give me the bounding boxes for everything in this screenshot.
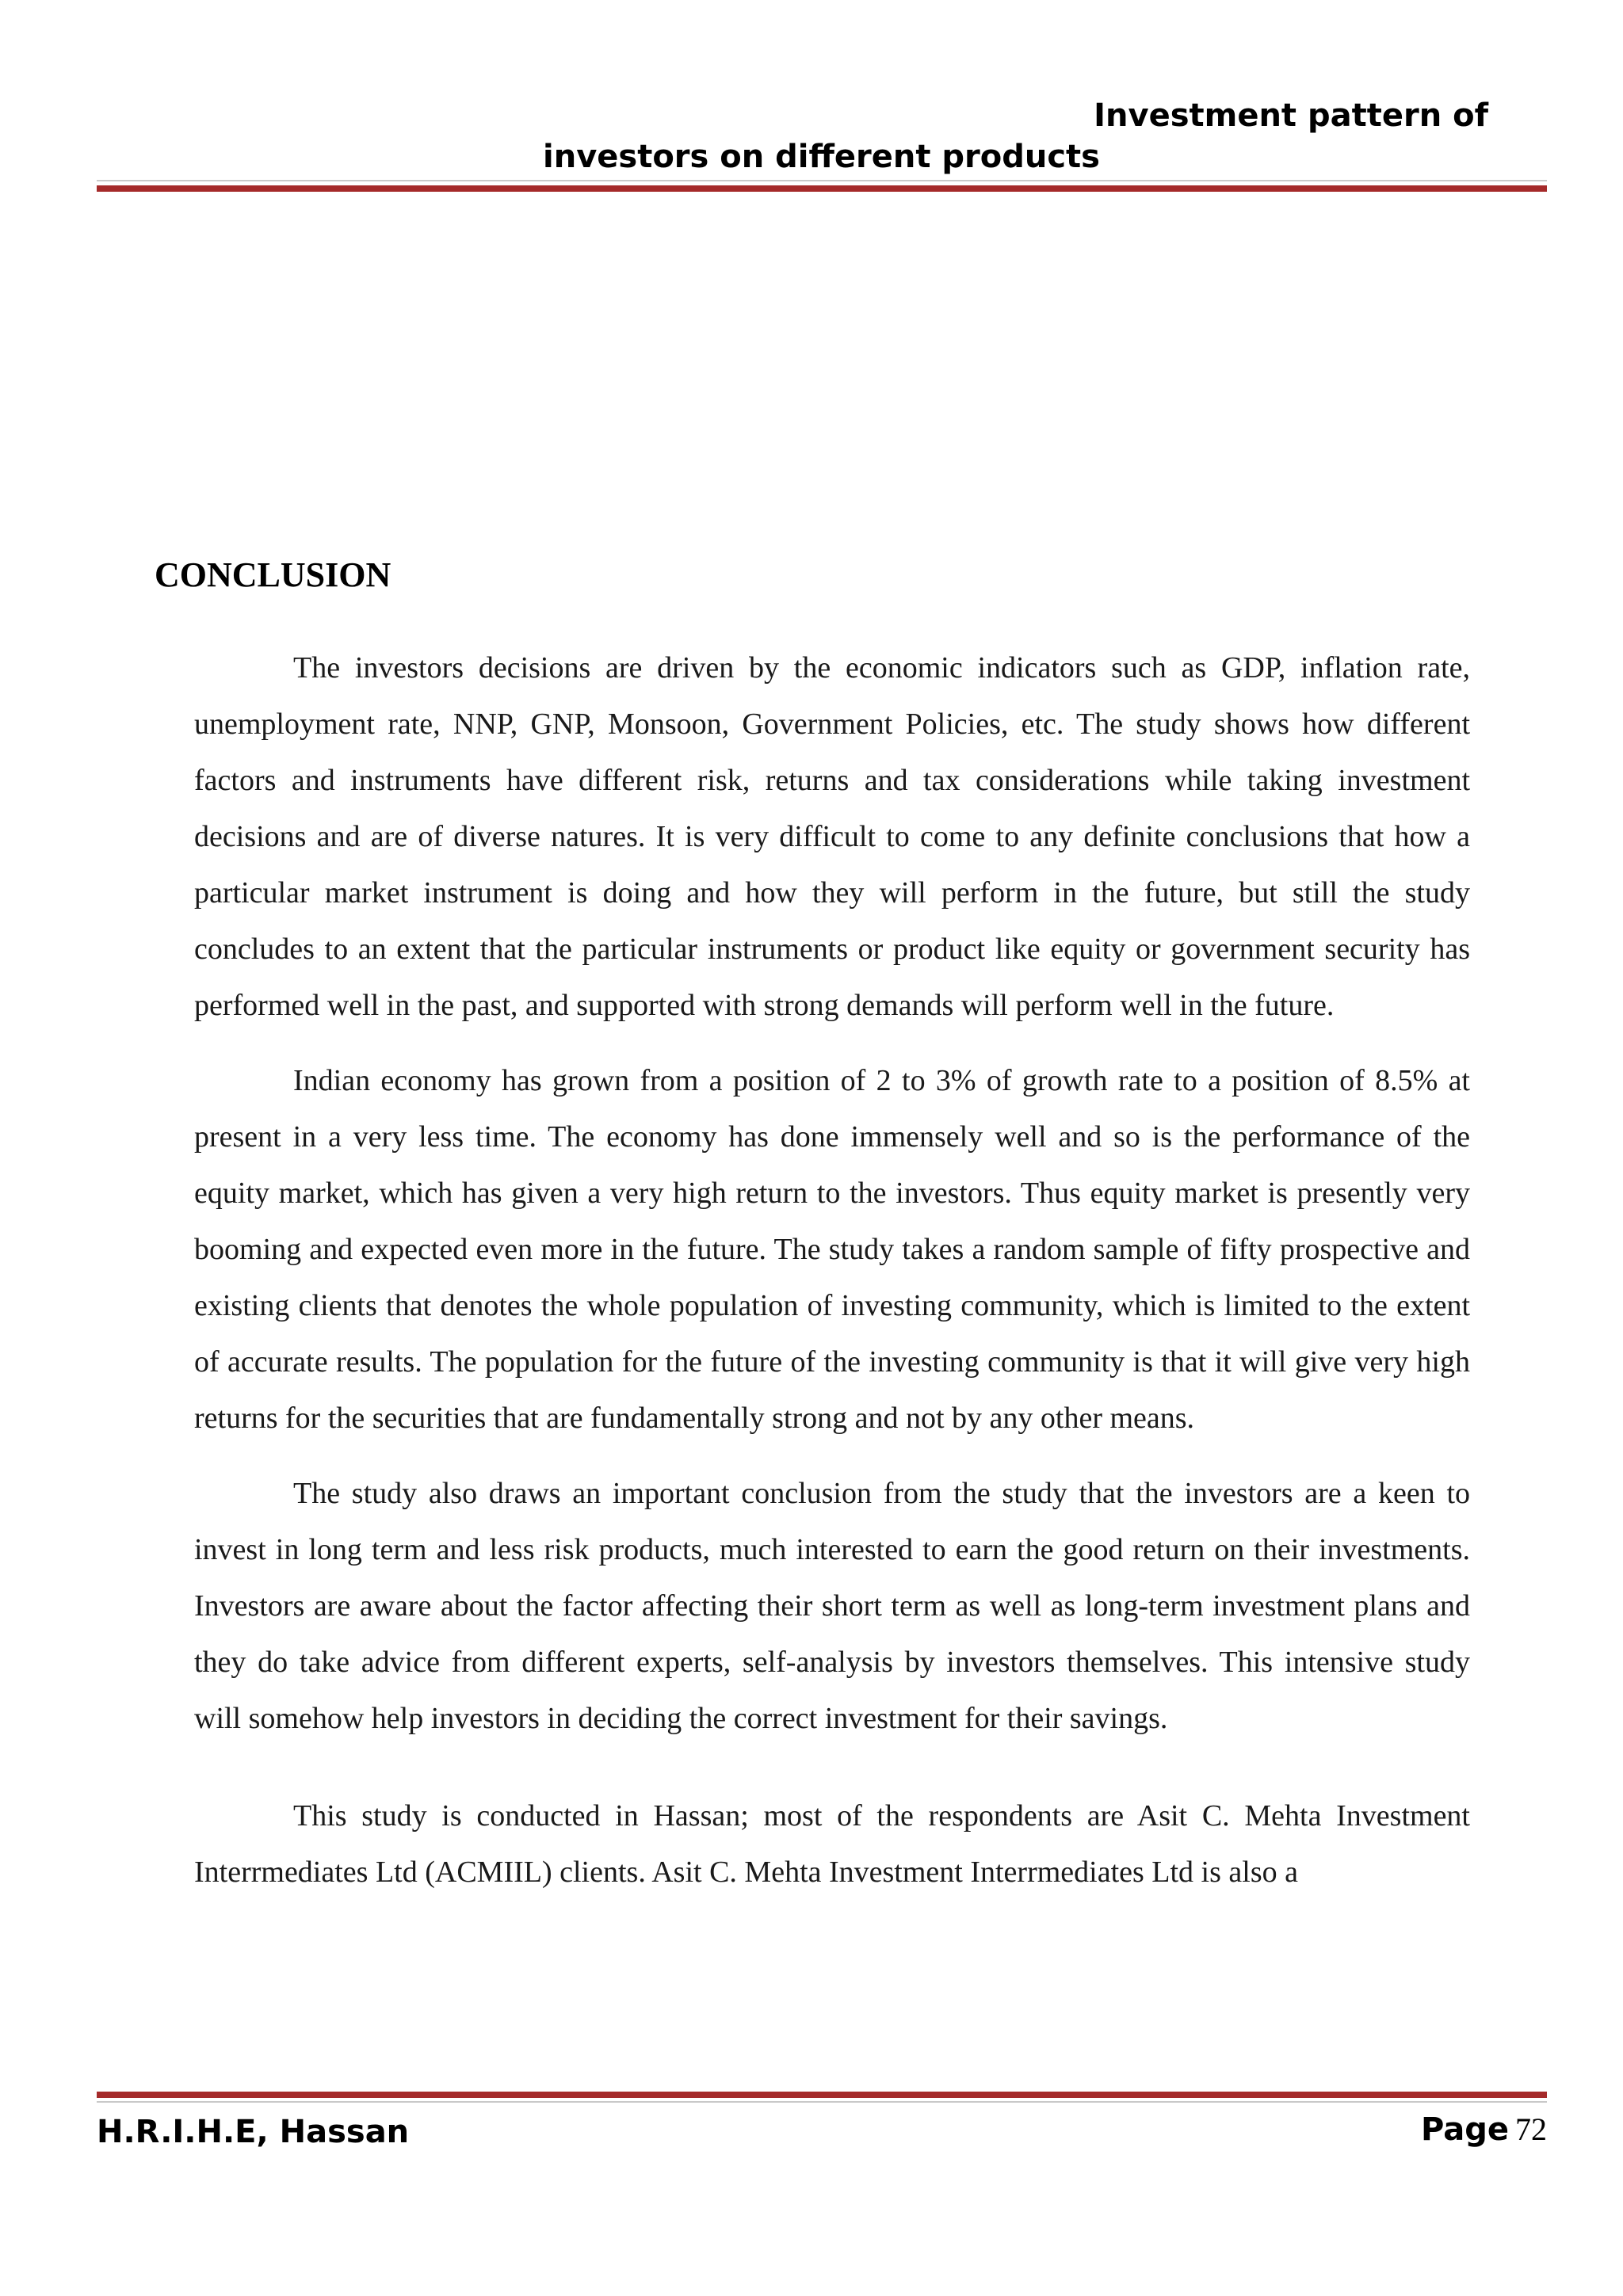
page-label: Page [1421, 2111, 1509, 2148]
paragraph-2: Indian economy has grown from a position of 2 to 3% of growth rate to a position of 8.5% at present in a very less time. The economy has done immensely well and so is the performance of the equity market, which has given a very high return to the investors. Thus equity market is presently very booming and expected even more in the future. The study takes a random sample of fifty prospective and existing clients that denotes the whole population of investing community, which is limited to the extent of accurate results. The population for the future of the investing community is that it will give very high returns for the securities that are fundamentally strong and not by any other means. [194, 1064, 1470, 1435]
header-rule-thick [97, 185, 1547, 192]
conclusion-body [194, 640, 1470, 1920]
section-heading: CONCLUSION [155, 555, 391, 594]
running-title [379, 95, 1488, 177]
paragraph-3: The study also draws an important conclusion from the study that the investors are a keen to invest in long term and less risk products, much interested to earn the good return on their investments. Investors are aware about the factor affecting their short term as well as long-term investment plans and they do take advice from different experts, self-analysis by investors themselves. This intensive study will somehow help investors in deciding the correct investment for their savings. [194, 1477, 1470, 1735]
page-number-block [1421, 2111, 1547, 2148]
footer-rule-thin [97, 2101, 1547, 2103]
paragraph-4: This study is conducted in Hassan; most of the respondents are Asit C. Mehta Investment Interrmediates Ltd (ACMIIL) clients. Asit C. Mehta Investment Interrmediates Ltd is also a [194, 1799, 1470, 1889]
institution-name: H.R.I.H.E, Hassan [97, 2114, 410, 2150]
page-number: 72 [1515, 2111, 1547, 2147]
footer-rule-thick [97, 2092, 1547, 2098]
running-title-line1: Investment pattern of [1094, 97, 1488, 134]
paragraph-1: The investors decisions are driven by the economic indicators such as GDP, inflation rate, unemployment rate, NNP, GNP, Monsoon, Government Policies, etc. The study shows how different factors and instruments have different risk, returns and tax considerations while taking investment decisions and are of diverse natures. It is very difficult to come to any definite conclusions that how a particular market instrument is doing and how they will perform in the future, but still the study concludes to an extent that the particular instruments or product like equity or government security has performed well in the past, and supported with strong demands will perform well in the future. [194, 651, 1470, 1022]
running-title-line2: investors on different products [543, 139, 1100, 175]
header-rule-thin [97, 180, 1547, 181]
